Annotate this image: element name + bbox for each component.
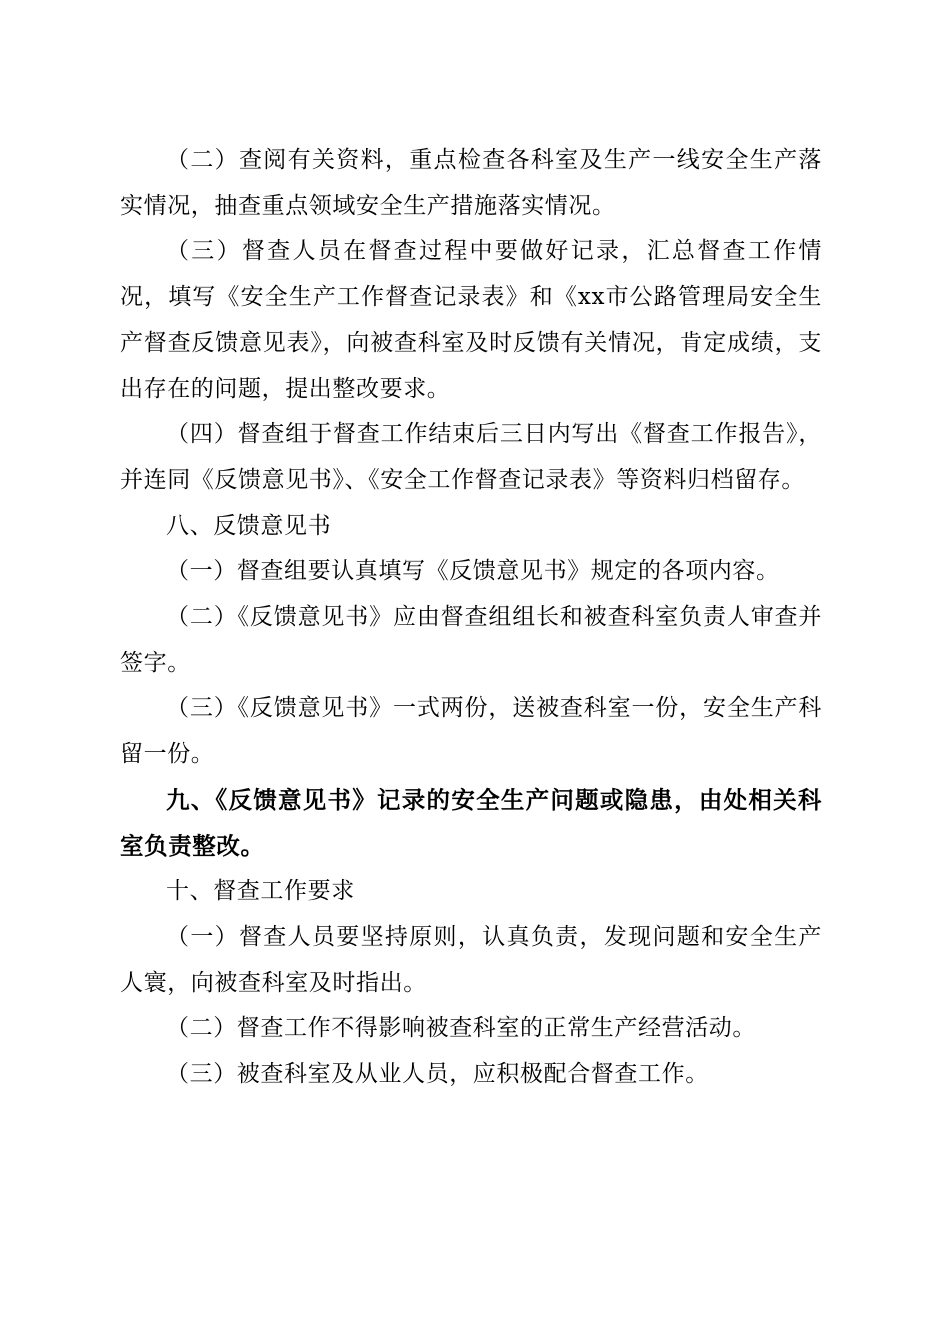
- paragraph-record-and-feedback: （三）督查人员在督查过程中要做好记录，汇总督查工作情况，填写《安全生产工作督查记录表》和《xx市公路管理局安全生产督查反馈意见表》，向被查科室及时反馈有关情况，肯定成绩，支出存在的问题，提出整改要求。: [120, 238, 822, 402]
- document-body: [120, 138, 822, 1098]
- section-heading-feedback-letter: 八、反馈意见书: [166, 512, 332, 539]
- paragraph-report-archive: （四）督查组于督查工作结束后三日内写出《督查工作报告》，并连同《反馈意见书》、《安全工作督查记录表》等资料归档留存。: [120, 421, 822, 493]
- paragraph-inspect-materials: （二）查阅有关资料，重点检查各科室及生产一线安全生产落实情况，抽查重点领域安全生产措施落实情况。: [120, 147, 822, 219]
- paragraph-adhere-principles: （一）督查人员要坚持原则，认真负责，发现问题和安全生产人寰，向被查科室及时指出。: [120, 923, 822, 996]
- paragraph-two-copies: （三）《反馈意见书》一式两份，送被查科室一份，安全生产科留一份。: [120, 695, 822, 768]
- paragraph-fill-feedback: （一）督查组要认真填写《反馈意见书》规定的各项内容。: [166, 558, 780, 585]
- section-heading-rectification: 九、《反馈意见书》记录的安全生产问题或隐患，由处相关科室负责整改。: [120, 785, 822, 860]
- paragraph-review-sign: （二）《反馈意见书》应由督查组组长和被查科室负责人审查并签字。: [120, 604, 822, 676]
- paragraph-no-interference: （二）督查工作不得影响被查科室的正常生产经营活动。: [166, 1015, 756, 1042]
- section-heading-work-requirements: 十、督查工作要求: [166, 878, 355, 905]
- paragraph-cooperate: （三）被查科室及从业人员，应积极配合督查工作。: [166, 1061, 709, 1088]
